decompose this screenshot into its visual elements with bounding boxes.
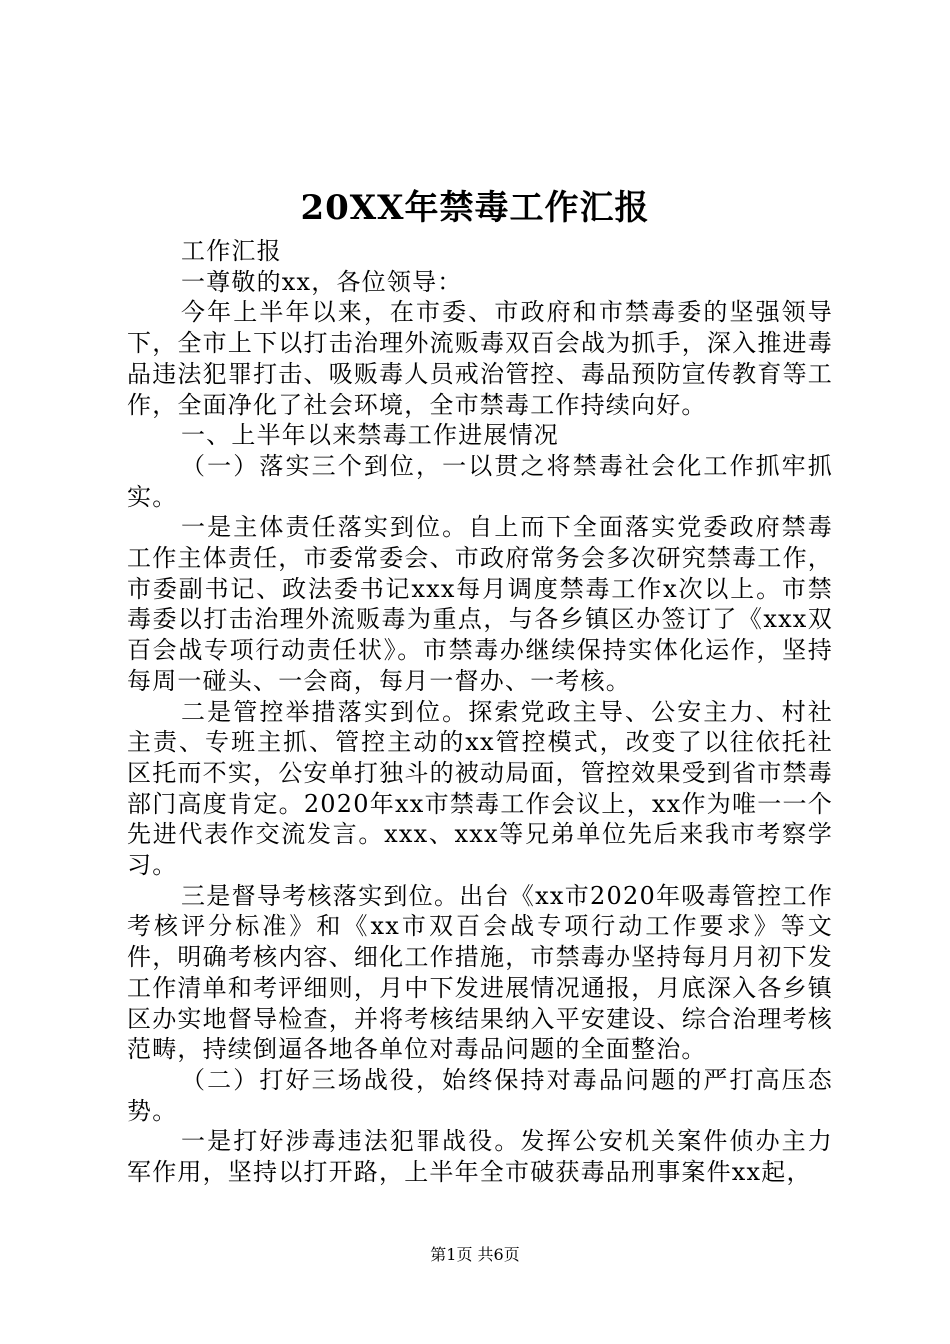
paragraph: 今年上半年以来，在市委、市政府和市禁毒委的坚强领导下，全市上下以打击治理外流贩毒双百会战为抓手，深入推进毒品违法犯罪打击、吸贩毒人员戒治管控、毒品预防宣传教育等工作，全面净化了社会环境，全市禁毒工作持续向好。 xyxy=(127,298,833,419)
page-footer: 第1页 共6页 xyxy=(430,1245,520,1264)
paragraph: 一是主体责任落实到位。自上而下全面落实党委政府禁毒工作主体责任，市委常委会、市政府常务会多次研究禁毒工作，市委副书记、政法委书记xxx每月调度禁毒工作x次以上。市禁毒委以打击治理外流贩毒为重点，与各乡镇区办签订了《xxx双百会战专项行动责任状》。市禁毒办继续保持实体化运作，坚持每周一碰头、一会商，每月一督办、一考核。 xyxy=(127,513,833,695)
paragraph: 三是督导考核落实到位。出台《xx市2020年吸毒管控工作考核评分标准》和《xx市双百会战专项行动工作要求》等文件，明确考核内容、细化工作措施，市禁毒办坚持每月月初下发工作清单和考评细则，月中下发进展情况通报，月底深入各乡镇区办实地督导检查，并将考核结果纳入平安建设、综合治理考核范畴，持续倒逼各地各单位对毒品问题的全面整治。 xyxy=(127,881,833,1064)
document-body xyxy=(127,236,833,1188)
paragraph: （一）落实三个到位，一以贯之将禁毒社会化工作抓牢抓实。 xyxy=(127,451,833,511)
paragraph: 工作汇报 xyxy=(181,237,282,265)
paragraph: 二是管控举措落实到位。探索党政主导、公安主力、村社主责、专班主抓、管控主动的xx管控模式，改变了以往依托社区托而不实，公安单打独斗的被动局面，管控效果受到省市禁毒部门高度肯定。2020年xx市禁毒工作会议上，xx作为唯一一个先进代表作交流发言。xxx、xxx等兄弟单位先后来我市考察学习。 xyxy=(127,697,833,880)
paragraph: 一尊敬的xx，各位领导： xyxy=(181,267,463,296)
document-title: 20XX年禁毒工作汇报 xyxy=(300,188,650,228)
paragraph: 一、上半年以来禁毒工作进展情况 xyxy=(181,421,559,450)
paragraph: （二）打好三场战役，始终保持对毒品问题的严打高压态势。 xyxy=(127,1065,833,1125)
paragraph: 一是打好涉毒违法犯罪战役。发挥公安机关案件侦办主力军作用，坚持以打开路，上半年全市破获毒品刑事案件xx起， xyxy=(127,1127,833,1187)
